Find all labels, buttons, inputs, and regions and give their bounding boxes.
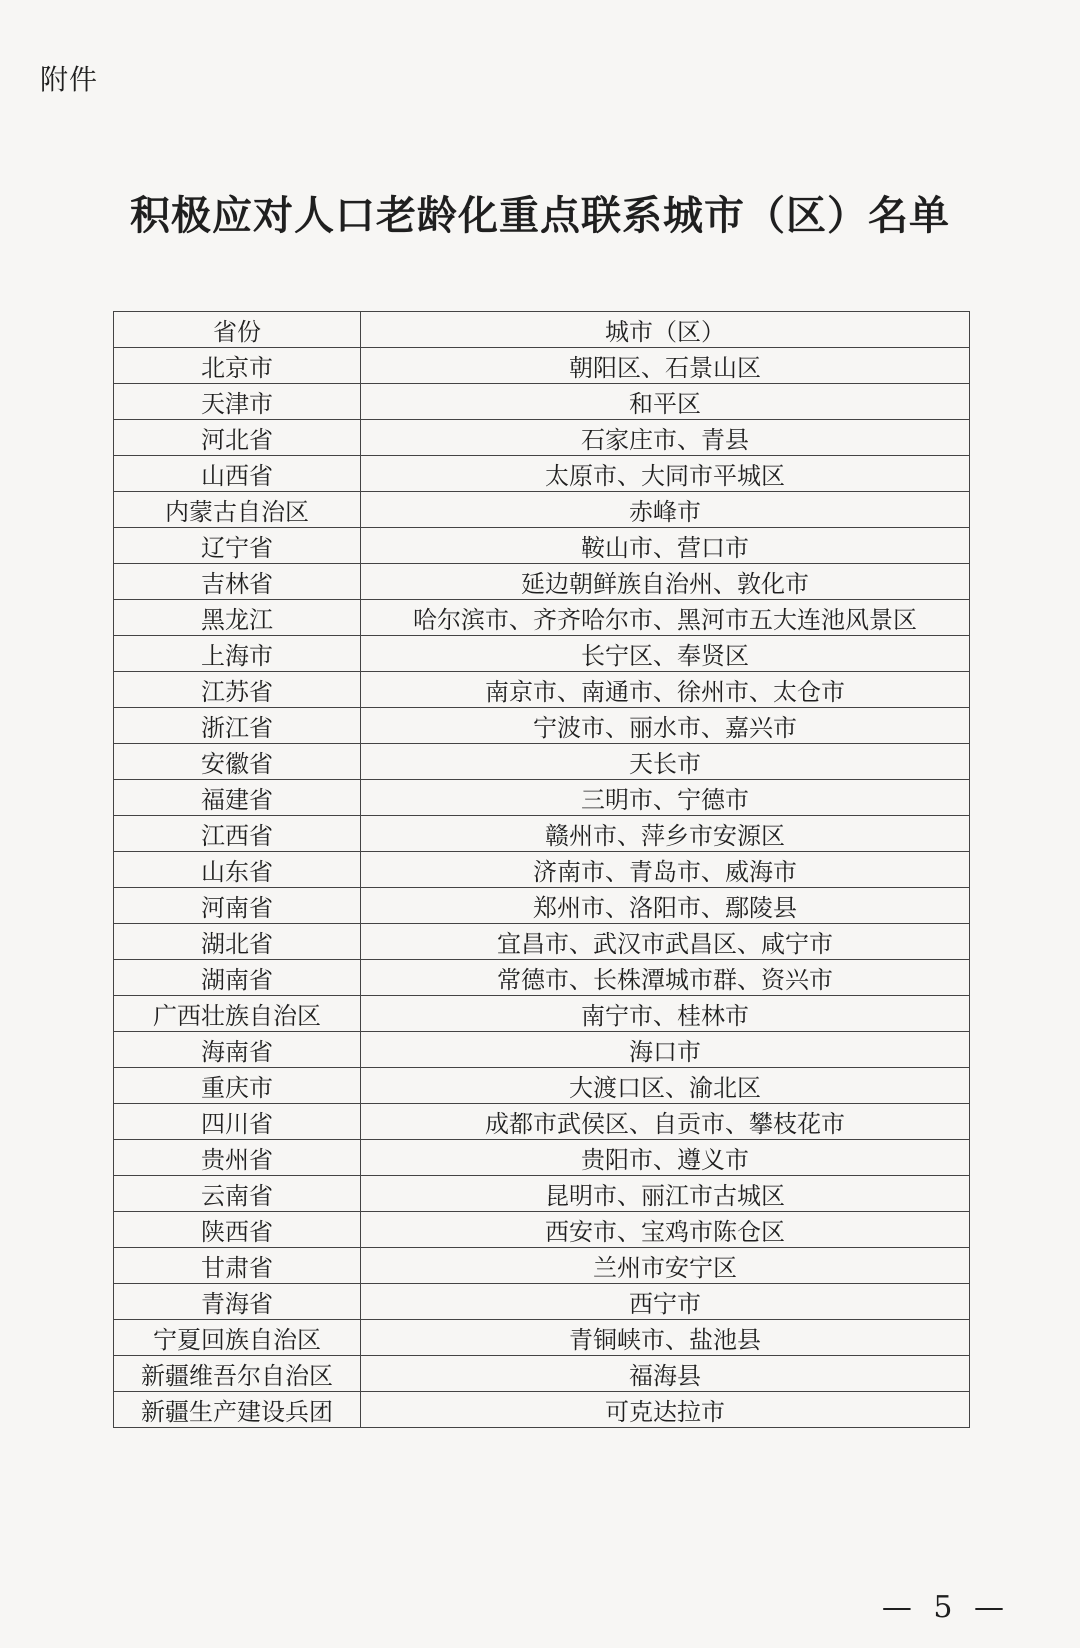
city-cell: 昆明市、丽江市古城区: [361, 1176, 970, 1212]
table-row: [114, 456, 970, 492]
table-row: [114, 528, 970, 564]
province-cell: 安徽省: [114, 744, 361, 780]
province-cell: 黑龙江: [114, 600, 361, 636]
table-row: [114, 1356, 970, 1392]
table-row: [114, 1068, 970, 1104]
province-cell: 上海市: [114, 636, 361, 672]
province-cell: 浙江省: [114, 708, 361, 744]
city-cell: 济南市、青岛市、威海市: [361, 852, 970, 888]
city-cell: 贵阳市、遵义市: [361, 1140, 970, 1176]
city-cell: 西安市、宝鸡市陈仓区: [361, 1212, 970, 1248]
table-row: [114, 1284, 970, 1320]
city-cell: 西宁市: [361, 1284, 970, 1320]
province-cell: 四川省: [114, 1104, 361, 1140]
city-cell: 三明市、宁德市: [361, 780, 970, 816]
city-cell: 鞍山市、营口市: [361, 528, 970, 564]
province-cell: 宁夏回族自治区: [114, 1320, 361, 1356]
city-cell: 兰州市安宁区: [361, 1248, 970, 1284]
city-cell: 宜昌市、武汉市武昌区、咸宁市: [361, 924, 970, 960]
table-row: [114, 636, 970, 672]
province-cell: 云南省: [114, 1176, 361, 1212]
city-cell: 南京市、南通市、徐州市、太仓市: [361, 672, 970, 708]
province-cell: 湖北省: [114, 924, 361, 960]
table-row: [114, 960, 970, 996]
city-cell: 青铜峡市、盐池县: [361, 1320, 970, 1356]
table-row: [114, 564, 970, 600]
table-row: [114, 1212, 970, 1248]
header-province: 省份: [114, 312, 361, 348]
city-cell: 大渡口区、渝北区: [361, 1068, 970, 1104]
table-row: [114, 816, 970, 852]
city-cell: 南宁市、桂林市: [361, 996, 970, 1032]
province-cell: 重庆市: [114, 1068, 361, 1104]
city-cell: 郑州市、洛阳市、鄢陵县: [361, 888, 970, 924]
table-row: [114, 600, 970, 636]
table-header-row: [114, 312, 970, 348]
province-cell: 河南省: [114, 888, 361, 924]
province-cell: 贵州省: [114, 1140, 361, 1176]
province-cell: 河北省: [114, 420, 361, 456]
table-row: [114, 492, 970, 528]
city-cell: 常德市、长株潭城市群、资兴市: [361, 960, 970, 996]
province-cell: 湖南省: [114, 960, 361, 996]
province-cell: 海南省: [114, 1032, 361, 1068]
table-row: [114, 672, 970, 708]
city-cell: 天长市: [361, 744, 970, 780]
table-row: [114, 1032, 970, 1068]
city-cell: 太原市、大同市平城区: [361, 456, 970, 492]
header-city: 城市（区）: [361, 312, 970, 348]
table-row: [114, 744, 970, 780]
city-cell: 朝阳区、石景山区: [361, 348, 970, 384]
table-row: [114, 996, 970, 1032]
table-row: [114, 708, 970, 744]
province-cell: 福建省: [114, 780, 361, 816]
province-cell: 江西省: [114, 816, 361, 852]
province-cell: 江苏省: [114, 672, 361, 708]
table-row: [114, 852, 970, 888]
document-title: 积极应对人口老龄化重点联系城市（区）名单: [130, 192, 950, 239]
province-cell: 青海省: [114, 1284, 361, 1320]
table-row: [114, 1140, 970, 1176]
city-list-table: [113, 311, 970, 1428]
province-cell: 陕西省: [114, 1212, 361, 1248]
province-cell: 广西壮族自治区: [114, 996, 361, 1032]
city-cell: 成都市武侯区、自贡市、攀枝花市: [361, 1104, 970, 1140]
city-cell: 可克达拉市: [361, 1392, 970, 1428]
province-cell: 吉林省: [114, 564, 361, 600]
city-cell: 长宁区、奉贤区: [361, 636, 970, 672]
table-row: [114, 420, 970, 456]
province-cell: 新疆维吾尔自治区: [114, 1356, 361, 1392]
city-cell: 海口市: [361, 1032, 970, 1068]
province-cell: 新疆生产建设兵团: [114, 1392, 361, 1428]
table-row: [114, 1320, 970, 1356]
province-cell: 辽宁省: [114, 528, 361, 564]
province-cell: 天津市: [114, 384, 361, 420]
province-cell: 甘肃省: [114, 1248, 361, 1284]
attachment-label: 附件: [40, 63, 99, 96]
city-cell: 石家庄市、青县: [361, 420, 970, 456]
city-cell: 哈尔滨市、齐齐哈尔市、黑河市五大连池风景区: [361, 600, 970, 636]
city-cell: 赤峰市: [361, 492, 970, 528]
table-body: [114, 348, 970, 1428]
province-cell: 北京市: [114, 348, 361, 384]
city-cell: 赣州市、萍乡市安源区: [361, 816, 970, 852]
city-cell: 宁波市、丽水市、嘉兴市: [361, 708, 970, 744]
city-cell: 福海县: [361, 1356, 970, 1392]
table-row: [114, 1176, 970, 1212]
province-cell: 山西省: [114, 456, 361, 492]
table-row: [114, 384, 970, 420]
table-row: [114, 924, 970, 960]
table-row: [114, 348, 970, 384]
table-row: [114, 1248, 970, 1284]
page-number: — 5 —: [881, 1590, 1010, 1625]
table-row: [114, 888, 970, 924]
province-cell: 内蒙古自治区: [114, 492, 361, 528]
table-row: [114, 1392, 970, 1428]
city-cell: 和平区: [361, 384, 970, 420]
city-cell: 延边朝鲜族自治州、敦化市: [361, 564, 970, 600]
table-row: [114, 1104, 970, 1140]
table-row: [114, 780, 970, 816]
province-cell: 山东省: [114, 852, 361, 888]
